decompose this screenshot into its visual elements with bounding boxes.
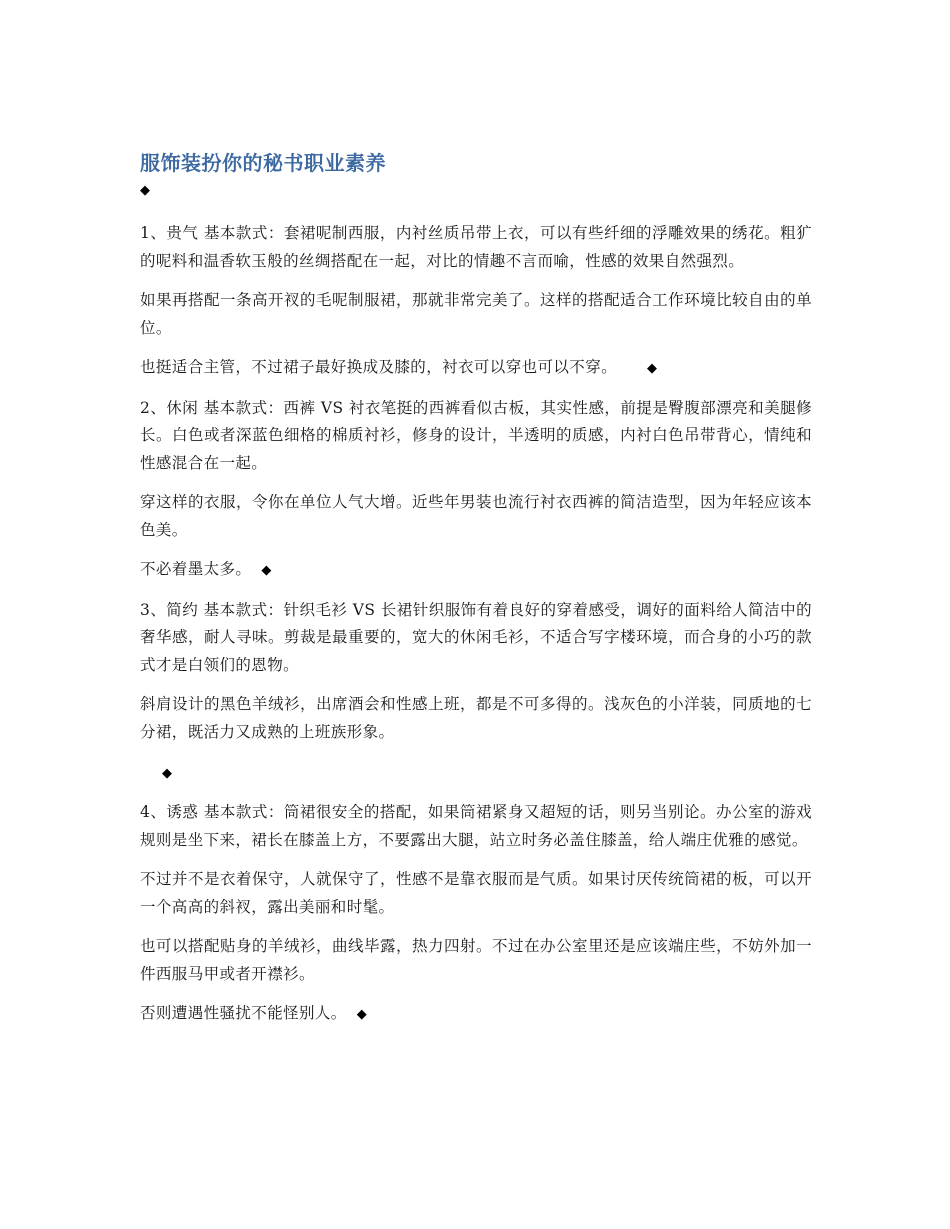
paragraph-9: 4、诱惑 基本款式：筒裙很安全的搭配，如果筒裙紧身又超短的话，则另当别论。办公室的游戏规则是坐下来，裙长在膝盖上方，不要露出大腿，站立时务必盖住膝盖，给人端庄优雅的感觉。: [140, 803, 812, 849]
paragraph-12: 否则遭遇性骚扰不能怪别人。 ◆: [140, 1000, 812, 1029]
paragraph-3: 也挺适合主管，不过裙子最好换成及膝的，衬衣可以穿也可以不穿。 ◆: [140, 354, 812, 383]
paragraph-6: 不必着墨太多。 ◆: [140, 556, 812, 585]
diamond-icon: ◆: [140, 183, 150, 198]
paragraph-10: 不过并不是衣着保守，人就保守了，性感不是靠衣服而是气质。如果讨厌传统筒裙的板，可以开一个高高的斜衩，露出美丽和时髦。: [140, 870, 812, 916]
paragraph-4: 2、休闲 基本款式：西裤 VS 衬衣笔挺的西裤看似古板，其实性感，前提是臀腹部漂亮和美腿修长。白色或者深蓝色细格的棉质衬衫，修身的设计，半透明的质感，内衬白色吊带背心，情纯和性感混合在一起。: [140, 398, 812, 472]
paragraph-7: 3、简约 基本款式：针织毛衫 VS 长裙针织服饰有着良好的穿着感受，调好的面料给人简洁中的奢华感，耐人寻味。剪裁是最重要的，宽大的休闲毛衫，不适合写字楼环境，而合身的小巧的款式才是白领们的恩物。: [140, 600, 812, 674]
paragraph-2: 如果再搭配一条高开衩的毛呢制服裙，那就非常完美了。这样的搭配适合工作环境比较自由的单位。: [140, 291, 812, 337]
diamond-icon: ◆: [162, 766, 172, 781]
title-diamond-marker: [140, 178, 812, 202]
diamond-icon: ◆: [261, 563, 272, 578]
paragraph-5: 穿这样的衣服，令你在单位人气大增。近些年男装也流行衬衣西裤的简洁造型，因为年轻应该本色美。: [140, 493, 812, 539]
document-title: 服饰装扮你的秘书职业素养: [140, 151, 386, 175]
section-divider-diamond: [140, 758, 812, 787]
paragraph-8: 斜肩设计的黑色羊绒衫，出席酒会和性感上班，都是不可多得的。浅灰色的小洋装，同质地的七分裙，既活力又成熟的上班族形象。: [140, 695, 812, 741]
paragraph-11: 也可以搭配贴身的羊绒衫，曲线毕露，热力四射。不过在办公室里还是应该端庄些，不妨外加一件西服马甲或者开襟衫。: [140, 937, 812, 983]
diamond-icon: ◆: [647, 361, 658, 376]
document-page: [140, 148, 812, 1041]
diamond-icon: ◆: [356, 1007, 368, 1022]
paragraph-1: 1、贵气 基本款式：套裙呢制西服，内衬丝质吊带上衣，可以有些纤细的浮雕效果的绣花。粗犷的呢料和温香软玉般的丝绸搭配在一起，对比的情趣不言而喻，性感的效果自然强烈。: [140, 224, 812, 270]
